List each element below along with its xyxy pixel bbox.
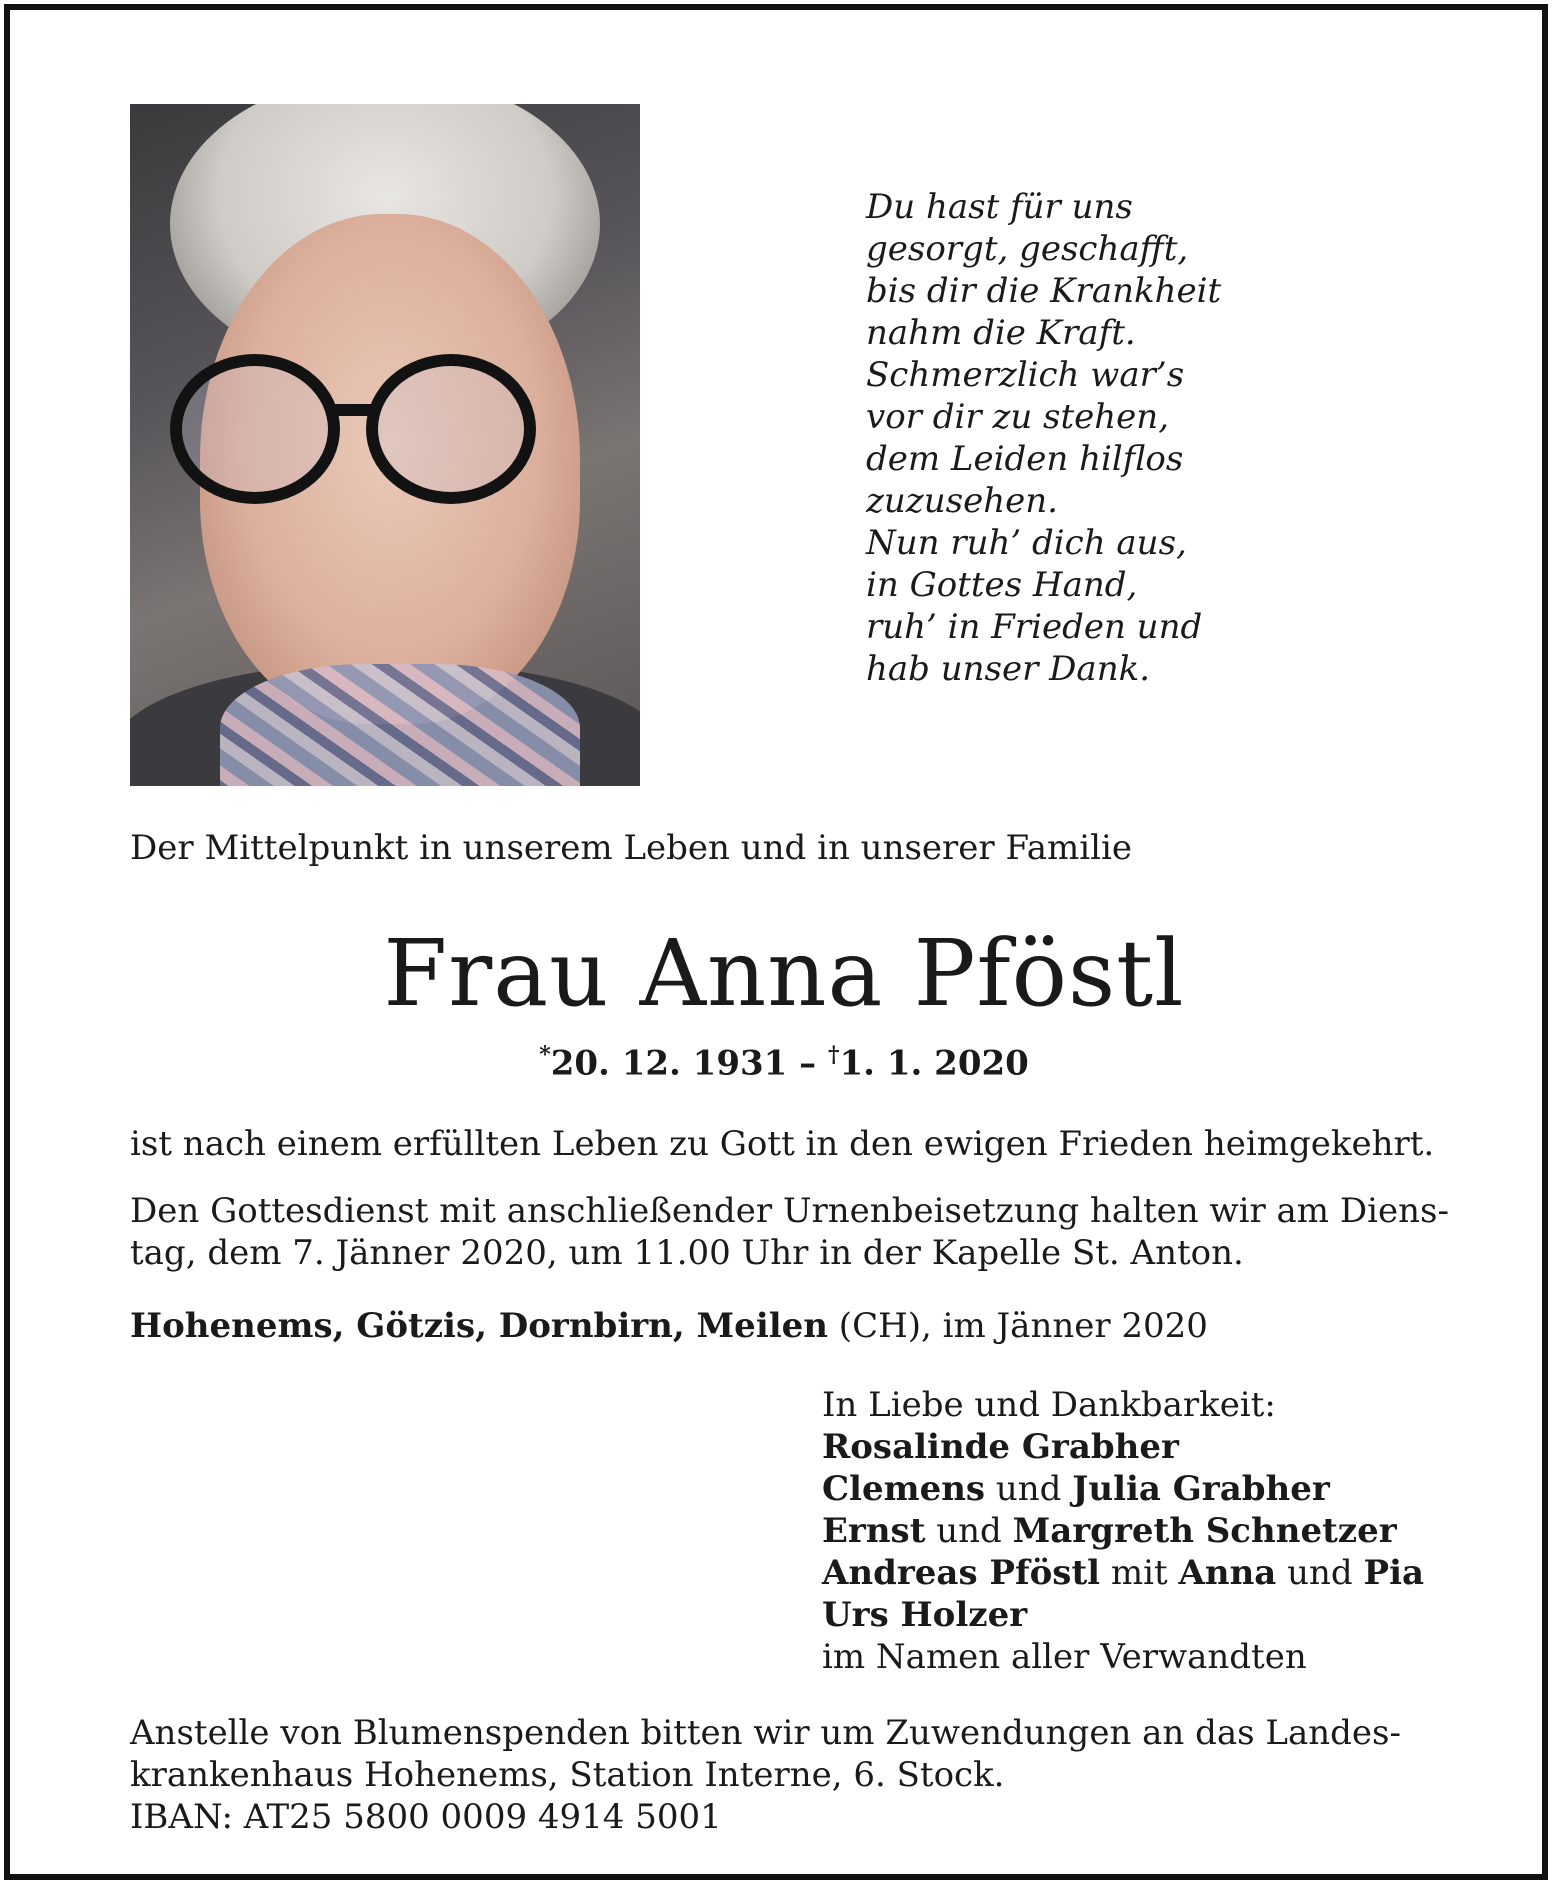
connector: und bbox=[925, 1511, 1013, 1551]
connector: mit bbox=[1100, 1553, 1179, 1593]
mourner-1: Rosalinde Grabher bbox=[822, 1427, 1179, 1467]
donation-line-1: Anstelle von Blumenspenden bitten wir um Zuwendungen an das Landes- bbox=[130, 1713, 1401, 1753]
connector: und bbox=[985, 1469, 1073, 1509]
places-bold: Hohenems, Götzis, Dornbirn, Meilen bbox=[130, 1306, 828, 1346]
mourner-4e: Pia bbox=[1363, 1553, 1425, 1593]
mourner-3c: Margreth Schnetzer bbox=[1012, 1511, 1397, 1551]
passing-message: ist nach einem erfüllten Leben zu Gott in den ewigen Frieden heimgekehrt. bbox=[130, 1124, 1435, 1164]
mourner-5: Urs Holzer bbox=[822, 1595, 1028, 1635]
signature-opening: In Liebe und Dankbarkeit: bbox=[822, 1385, 1276, 1425]
donation-info bbox=[130, 1712, 1401, 1838]
mourner-3a: Ernst bbox=[822, 1511, 926, 1551]
mourner-2c: Julia Grabher bbox=[1072, 1469, 1330, 1509]
connector: und bbox=[1276, 1553, 1364, 1593]
portrait-photo bbox=[130, 104, 640, 786]
signature-block bbox=[822, 1384, 1424, 1678]
mourner-4c: Anna bbox=[1178, 1553, 1277, 1593]
mourner-2a: Clemens bbox=[822, 1469, 986, 1509]
memorial-poem: Du hast für uns gesorgt, geschafft, bis dir die Krankheit nahm die Kraft. Schmerzlich war’s vor dir zu stehen, dem Leiden hilflos zuzusehen. Nun ruh’ dich aus, in Gottes Hand, ruh’ in Frieden und hab unser Dank. bbox=[866, 187, 1222, 689]
mourner-4a: Andreas Pföstl bbox=[822, 1553, 1101, 1593]
service-line-1: Den Gottesdienst mit anschließender Urnenbeisetzung halten wir am Diens- bbox=[130, 1191, 1449, 1231]
service-line-2: tag, dem 7. Jänner 2020, um 11.00 Uhr in der Kapelle St. Anton. bbox=[130, 1233, 1244, 1273]
places-rest: (CH), im Jänner 2020 bbox=[828, 1306, 1208, 1346]
birth-date: 20. 12. 1931 bbox=[550, 1043, 788, 1084]
places-line bbox=[130, 1306, 1208, 1346]
donation-line-2: krankenhaus Hohenems, Station Interne, 6. Stock. bbox=[130, 1755, 1005, 1795]
birth-symbol: * bbox=[539, 1042, 551, 1068]
intro-text: Der Mittelpunkt in unserem Leben und in unserer Familie bbox=[130, 828, 1133, 868]
signature-closing: im Namen aller Verwandten bbox=[822, 1637, 1307, 1677]
death-date: 1. 1. 2020 bbox=[839, 1043, 1029, 1084]
iban-line: IBAN: AT25 5800 0009 4914 5001 bbox=[130, 1797, 722, 1837]
service-info bbox=[130, 1190, 1449, 1274]
death-symbol: † bbox=[828, 1042, 840, 1068]
life-dates bbox=[0, 1042, 1568, 1083]
date-separator: – bbox=[787, 1043, 828, 1084]
deceased-name: Frau Anna Pföstl bbox=[383, 920, 1185, 1027]
